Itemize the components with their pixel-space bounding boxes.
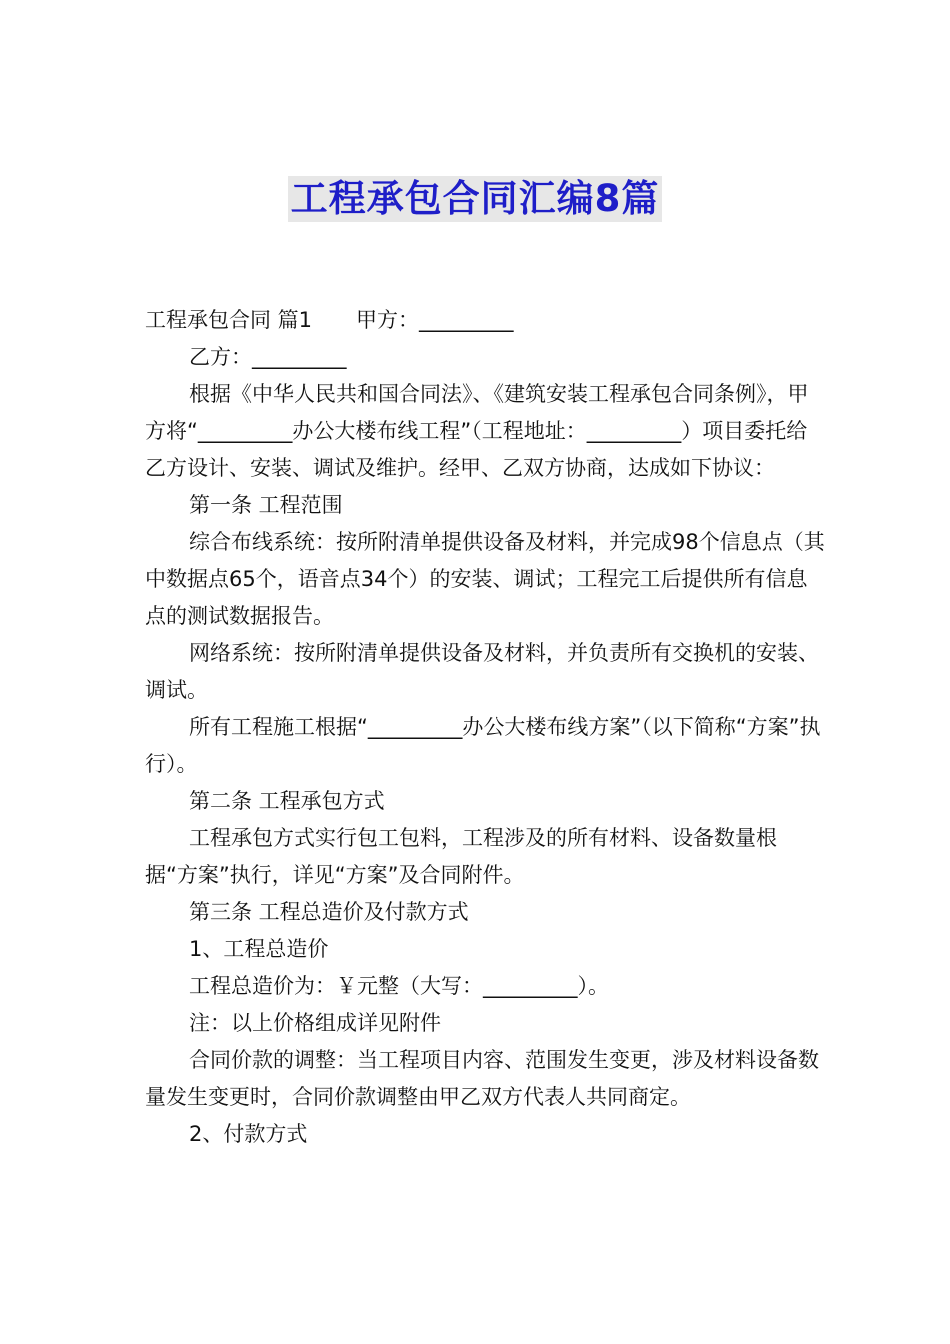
document-body [145,302,825,1153]
party-b-field: 乙方：_________ [189,345,347,369]
title-container [0,176,950,222]
paragraph-cabling-system: 综合布线系统：按所附清单提供设备及材料，并完成98个信息点（其中数据点65个，语音点34个）的安装、调试；工程完工后提供所有信息点的测试数据报告。 [145,530,825,628]
document-title: 工程承包合同汇编8篇 [288,176,663,222]
paragraph-note: 注：以上价格组成详见附件 [189,1011,441,1035]
paragraph-price-adjustment: 合同价款的调整：当工程项目内容、范围发生变更，涉及材料设备数量发生变更时，合同价款调整由甲乙双方代表人共同商定。 [145,1048,819,1109]
paragraph-preamble: 根据《中华人民共和国合同法》、《建筑安装工程承包合同条例》，甲方将“_________办公大楼布线工程”（工程地址：_________）项目委托给乙方设计、安装、调试及维护。经甲、乙双方协商，达成如下协议： [145,382,809,480]
paragraph-total-cost: 工程总造价为：￥元整（大写：_________）。 [189,974,609,998]
party-a-field: 甲方：_________ [356,308,514,332]
contract-heading: 工程承包合同 篇1 [145,308,313,332]
article-3-heading: 第三条 工程总造价及付款方式 [189,900,469,924]
article-2-heading: 第二条 工程承包方式 [189,789,385,813]
article-1-heading: 第一条 工程范围 [189,493,343,517]
paragraph-contracting-method: 工程承包方式实行包工包料，工程涉及的所有材料、设备数量根据“方案”执行，详见“方案”及合同附件。 [145,826,777,887]
subsection-total-cost: 1、工程总造价 [189,937,329,961]
paragraph-construction-plan: 所有工程施工根据“_________办公大楼布线方案”（以下简称“方案”执行）。 [145,715,821,776]
paragraph-network-system: 网络系统：按所附清单提供设备及材料，并负责所有交换机的安装、调试。 [145,641,819,702]
subsection-payment-method: 2、付款方式 [189,1122,308,1146]
contract-first-line [145,302,825,339]
